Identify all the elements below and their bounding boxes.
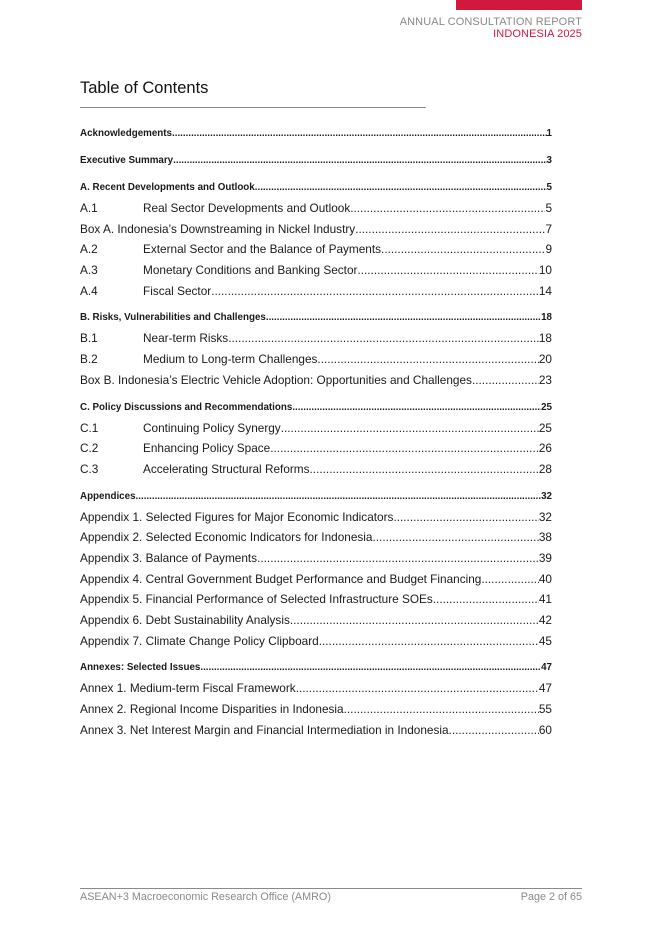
toc-entry-number: B.1 bbox=[80, 331, 98, 346]
toc-entry-label: B. Risks, Vulnerabilities and Challenges bbox=[80, 312, 266, 324]
toc-dot-leader bbox=[310, 459, 539, 480]
toc-dot-leader bbox=[481, 569, 539, 590]
toc-dot-leader bbox=[266, 308, 541, 328]
toc-entry-page: 3 bbox=[546, 155, 552, 166]
toc-entry[interactable] bbox=[80, 349, 552, 370]
toc-entry-page: 28 bbox=[538, 461, 552, 476]
title-divider bbox=[80, 107, 426, 108]
page-title: Table of Contents bbox=[80, 79, 209, 97]
toc-entry[interactable] bbox=[80, 678, 552, 699]
toc-entry[interactable] bbox=[80, 308, 552, 328]
toc-entry[interactable] bbox=[80, 720, 552, 741]
toc-entry-label: Appendix 6. Debt Sustainability Analysis bbox=[80, 613, 290, 627]
toc-entry-label: Box A. Indonesia’s Downstreaming in Nickel Industry bbox=[80, 221, 356, 236]
toc-entry-page: 18 bbox=[538, 331, 552, 346]
toc-entry[interactable] bbox=[80, 569, 552, 590]
toc-entry-page: 47 bbox=[541, 662, 552, 674]
toc-dot-leader bbox=[381, 239, 545, 260]
toc-dot-leader bbox=[350, 198, 545, 219]
toc-entry-label: Appendix 3. Balance of Payments bbox=[80, 550, 258, 565]
toc-entry-label: Medium to Long-term Challenges bbox=[143, 352, 318, 367]
toc-dot-leader bbox=[372, 527, 538, 548]
toc-dot-leader bbox=[317, 349, 538, 370]
toc-dot-leader bbox=[292, 398, 541, 418]
toc-entry[interactable] bbox=[80, 699, 552, 720]
toc-entry-page: 32 bbox=[541, 490, 552, 502]
toc-entry-label: A. Recent Developments and Outlook bbox=[80, 182, 255, 193]
toc-entry[interactable] bbox=[80, 260, 552, 281]
toc-entry-page: 42 bbox=[538, 613, 552, 627]
toc-entry-number: A.3 bbox=[80, 263, 98, 278]
toc-entry-page: 14 bbox=[538, 283, 552, 298]
toc-entry-label: Fiscal Sector bbox=[143, 283, 212, 298]
toc-dot-leader bbox=[173, 151, 546, 171]
toc-entry-number: A.2 bbox=[80, 242, 98, 257]
toc-entry-page: 5 bbox=[545, 201, 552, 215]
toc-entry-number: C.1 bbox=[80, 420, 99, 435]
toc-entry-page: 18 bbox=[541, 312, 552, 324]
toc-entry-page: 9 bbox=[545, 242, 552, 257]
toc-entry-label: Annex 2. Regional Income Disparities in Indonesia bbox=[80, 702, 344, 717]
toc-entry[interactable] bbox=[80, 487, 552, 507]
toc-entry-label: Acknowledgements bbox=[80, 128, 173, 139]
toc-entry-label: Real Sector Developments and Outlook bbox=[143, 201, 351, 215]
toc-entry-label: Accelerating Structural Reforms bbox=[143, 461, 310, 476]
toc-dot-leader bbox=[257, 548, 539, 569]
toc-entry[interactable] bbox=[80, 398, 552, 418]
toc-entry-label: External Sector and the Balance of Payments bbox=[143, 242, 382, 257]
footer-divider bbox=[80, 888, 582, 889]
toc-dot-leader bbox=[296, 678, 539, 699]
toc-dot-leader bbox=[344, 699, 539, 720]
toc-entry-page: 25 bbox=[541, 401, 552, 413]
toc-entry-label: Executive Summary bbox=[80, 155, 174, 166]
toc-entry-page: 60 bbox=[538, 722, 552, 737]
toc-entry-number: A.1 bbox=[80, 201, 98, 215]
toc-entry-page: 32 bbox=[538, 509, 552, 524]
report-subtitle: INDONESIA 2025 bbox=[493, 28, 582, 40]
toc-entry[interactable] bbox=[80, 281, 552, 302]
toc-entry-number: C.3 bbox=[80, 461, 99, 476]
toc-entry-page: 39 bbox=[538, 550, 552, 565]
toc-dot-leader bbox=[290, 610, 539, 631]
toc-entry-label: Box B. Indonesia’s Electric Vehicle Adoption: Opportunities and Challenges bbox=[80, 372, 472, 387]
toc-entry[interactable] bbox=[80, 328, 552, 349]
footer-organization: ASEAN+3 Macroeconomic Research Office (AMRO) bbox=[80, 891, 331, 903]
toc-entry-page: 55 bbox=[538, 702, 552, 717]
toc-dot-leader bbox=[281, 418, 539, 439]
toc-entry-page: 47 bbox=[538, 681, 552, 696]
toc-entry-label: Appendix 1. Selected Figures for Major Economic Indicators bbox=[80, 509, 394, 524]
toc-entry[interactable] bbox=[80, 631, 552, 652]
toc-entry-label: Continuing Policy Synergy bbox=[143, 420, 281, 435]
toc-entry[interactable] bbox=[80, 459, 552, 480]
toc-entry-number: B.2 bbox=[80, 352, 98, 367]
footer-page-number: Page 2 of 65 bbox=[520, 891, 582, 903]
toc-entry[interactable] bbox=[80, 151, 552, 171]
toc-dot-leader bbox=[255, 178, 547, 198]
toc-entry[interactable] bbox=[80, 610, 552, 631]
toc-entry-label: Annex 1. Medium-term Fiscal Framework bbox=[80, 681, 296, 696]
toc-dot-leader bbox=[452, 720, 539, 741]
toc-dot-leader bbox=[200, 658, 541, 678]
toc-entry-label: Appendix 5. Financial Performance of Selected Infrastructure SOEs bbox=[80, 592, 433, 607]
toc-entry-page: 41 bbox=[538, 592, 552, 607]
toc-entry-label: Appendix 7. Climate Change Policy Clipboard bbox=[80, 633, 319, 648]
toc-entry[interactable] bbox=[80, 589, 552, 610]
toc-entry-page: 1 bbox=[546, 128, 552, 139]
toc-entry-page: 5 bbox=[546, 182, 552, 193]
toc-entry-number: C.2 bbox=[80, 441, 99, 456]
toc-entry-label: Annex 3. Net Interest Margin and Financial Intermediation in Indonesia. bbox=[80, 722, 452, 737]
toc-entry-label: C. Policy Discussions and Recommendations bbox=[80, 401, 293, 413]
toc-entry-label: Near-term Risks bbox=[143, 331, 229, 346]
header-accent-bar bbox=[456, 0, 582, 10]
toc-entry-label: Monetary Conditions and Banking Sector bbox=[143, 263, 358, 278]
toc-entry[interactable] bbox=[80, 418, 552, 439]
toc-dot-leader bbox=[355, 219, 545, 240]
toc-entry[interactable] bbox=[80, 219, 552, 240]
toc-dot-leader bbox=[172, 124, 547, 144]
toc-entry-page: 26 bbox=[538, 441, 552, 456]
toc-entry-label: Appendix 2. Selected Economic Indicators for Indonesia bbox=[80, 530, 373, 545]
toc-entry-page: 40 bbox=[538, 571, 552, 586]
toc-entry-page: 20 bbox=[538, 352, 552, 367]
toc-entry[interactable] bbox=[80, 239, 552, 260]
toc-dot-leader bbox=[136, 487, 542, 507]
toc-entry[interactable] bbox=[80, 438, 552, 459]
toc-entry-page: 7 bbox=[545, 221, 552, 236]
toc-entry[interactable] bbox=[80, 507, 552, 528]
toc-dot-leader bbox=[270, 438, 539, 459]
toc-entry-label: Appendices bbox=[80, 490, 136, 502]
table-of-contents bbox=[80, 124, 552, 740]
toc-entry-label: Appendix 4. Central Government Budget Performance and Budget Financing bbox=[80, 571, 482, 586]
toc-entry[interactable] bbox=[80, 370, 552, 391]
toc-entry-page: 38 bbox=[538, 530, 552, 545]
toc-entry[interactable] bbox=[80, 178, 552, 198]
toc-entry-page: 10 bbox=[538, 263, 552, 278]
toc-dot-leader bbox=[433, 589, 539, 610]
toc-dot-leader bbox=[357, 260, 538, 281]
toc-dot-leader bbox=[228, 328, 539, 349]
toc-entry-page: 25 bbox=[538, 420, 552, 435]
toc-dot-leader bbox=[211, 281, 539, 302]
toc-entry-page: 45 bbox=[538, 633, 552, 648]
toc-entry-page: 23 bbox=[538, 372, 552, 387]
report-title: ANNUAL CONSULTATION REPORT bbox=[399, 16, 582, 28]
toc-dot-leader bbox=[472, 370, 539, 391]
toc-entry[interactable] bbox=[80, 124, 552, 144]
toc-entry-number: A.4 bbox=[80, 283, 98, 298]
toc-dot-leader bbox=[319, 631, 539, 652]
toc-dot-leader bbox=[393, 507, 538, 528]
toc-entry-label: Enhancing Policy Space bbox=[143, 441, 271, 456]
toc-entry-label: Annexes: Selected Issues bbox=[80, 662, 201, 674]
toc-entry[interactable] bbox=[80, 527, 552, 548]
toc-entry[interactable] bbox=[80, 548, 552, 569]
toc-entry[interactable] bbox=[80, 658, 552, 678]
toc-entry[interactable] bbox=[80, 198, 552, 219]
